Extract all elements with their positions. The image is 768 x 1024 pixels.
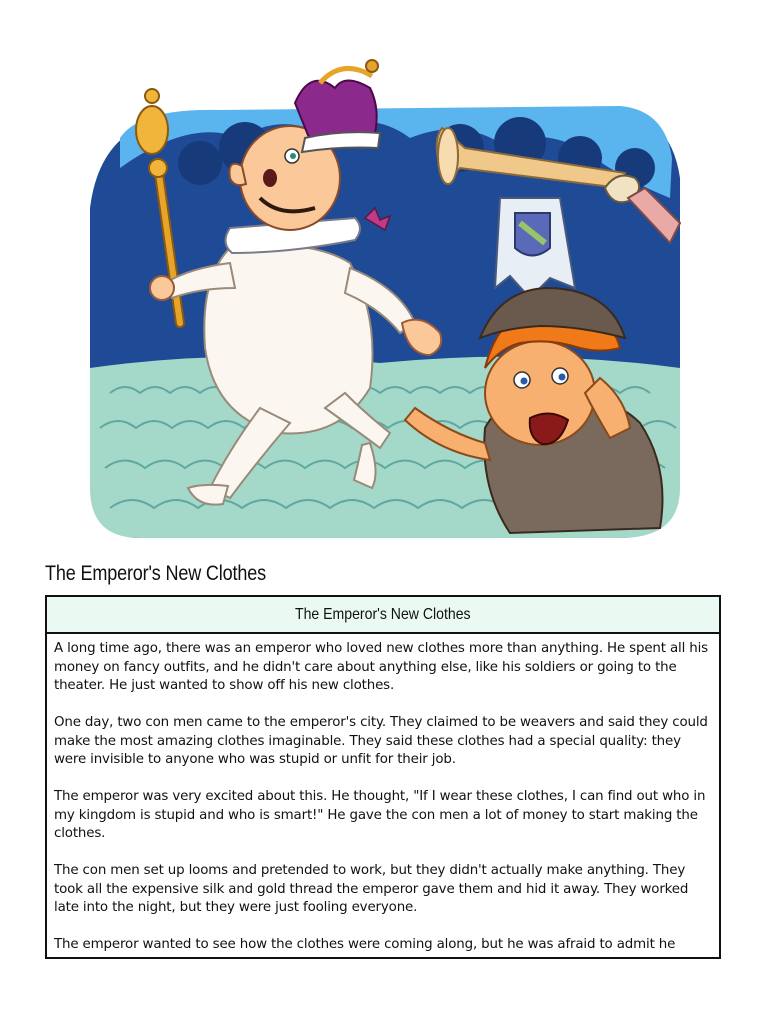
story-box-header-label: The Emperor's New Clothes (295, 605, 471, 623)
document-title: The Emperor's New Clothes (45, 562, 266, 585)
story-box (45, 595, 721, 959)
crown-icon (295, 60, 380, 152)
story-body (47, 634, 719, 955)
story-paragraph: The emperor was very excited about this. He thought, "If I wear these clothes, I can find out who in my kingdom is stupid and who is smart!" He gave the con men a lot of money to start making the clothes. (54, 789, 706, 841)
story-box-header (47, 597, 719, 634)
story-illustration (80, 48, 692, 548)
story-paragraph: The con men set up looms and pretended to work, but they didn't actually make anything. They took all the expensive silk and gold thread the emperor gave them and hid it away. They worked late into the night, but they were just fooling everyone. (54, 863, 689, 915)
story-paragraph: The emperor wanted to see how the clothes were coming along, but he was afraid to admit he (54, 937, 676, 952)
story-paragraph: One day, two con men came to the emperor's city. They claimed to be weavers and said they could make the most amazing clothes imaginable. They said these clothes had a special quality: they were invisible to anyone who was stupid or unfit for their job. (54, 715, 708, 767)
story-paragraph: A long time ago, there was an emperor who loved new clothes more than anything. He spent all his money on fancy outfits, and he didn't care about anything else, like his soldiers or going to the theater. He just wanted to show off his new clothes. (54, 641, 709, 693)
